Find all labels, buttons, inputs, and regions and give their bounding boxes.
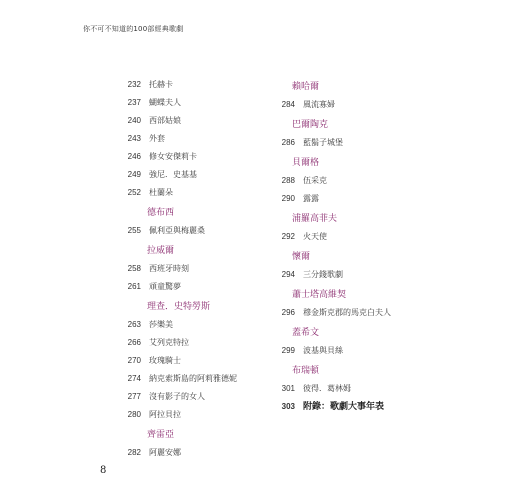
toc-title: 火天使	[303, 232, 327, 241]
toc-title: 莎樂美	[149, 320, 173, 329]
toc-page-number: 280	[127, 410, 141, 419]
toc-page-number: 294	[281, 270, 295, 279]
toc-page-number: 299	[281, 346, 295, 355]
toc-page-number: 282	[127, 448, 141, 457]
toc-title: 西班牙時刻	[149, 264, 189, 273]
toc-entry[interactable]	[114, 388, 284, 406]
toc-title: 三分錢歌劇	[303, 270, 343, 279]
toc-entry[interactable]	[114, 370, 284, 388]
toc-page-number: 274	[127, 374, 141, 383]
toc-entry[interactable]	[268, 172, 438, 190]
toc-page-number: 296	[281, 308, 295, 317]
toc-page-number: 277	[127, 392, 141, 401]
running-head: 你不可不知道的100部經典歌劇	[83, 25, 184, 33]
toc-page-number: 286	[281, 138, 295, 147]
toc-entry[interactable]	[268, 380, 438, 398]
toc-page-number: 252	[127, 188, 141, 197]
toc-title: 沒有影子的女人	[149, 392, 205, 401]
composer-heading: 德布西	[147, 208, 175, 218]
toc-title: 艾列克特拉	[149, 338, 189, 347]
toc-title: 附錄：歌劇大事年表	[303, 402, 385, 412]
toc-page-number: 266	[127, 338, 141, 347]
toc-title: 修女安傑莉卡	[149, 152, 197, 161]
toc-title: 阿拉貝拉	[149, 410, 181, 419]
toc-page-number: 261	[127, 282, 141, 291]
toc-page-number: 290	[281, 194, 295, 203]
toc-entry[interactable]	[114, 278, 284, 296]
toc-entry[interactable]	[114, 316, 284, 334]
toc-entry[interactable]	[114, 352, 284, 370]
toc-page-number: 301	[281, 384, 295, 393]
toc-page-number: 258	[127, 264, 141, 273]
toc-title: 強尼．史基基	[149, 170, 197, 179]
toc-title: 藍鬍子城堡	[303, 138, 343, 147]
toc-page-number: 240	[127, 116, 141, 125]
composer-heading: 蓋希文	[292, 328, 320, 338]
toc-title: 彼得．葛林姆	[303, 384, 351, 393]
toc-title: 波基與貝絲	[303, 346, 343, 355]
toc-title: 蝴蝶夫人	[149, 98, 181, 107]
toc-title: 玫瑰騎士	[149, 356, 181, 365]
composer-heading: 齊雷亞	[147, 430, 175, 440]
toc-title: 風流寡婦	[303, 100, 335, 109]
toc-entry[interactable]	[268, 342, 438, 360]
composer-heading: 賴哈爾	[292, 82, 320, 92]
toc-title: 頑童驚夢	[149, 282, 181, 291]
toc-column-right	[268, 76, 438, 416]
toc-entry[interactable]	[114, 334, 284, 352]
toc-entry[interactable]	[114, 260, 284, 278]
toc-entry[interactable]	[114, 222, 284, 240]
toc-column-left	[114, 76, 284, 462]
toc-entry[interactable]	[268, 398, 438, 416]
toc-page-number: 263	[127, 320, 141, 329]
toc-page-number: 284	[281, 100, 295, 109]
toc-page-number: 232	[127, 80, 141, 89]
composer-heading: 理查．史特勞斯	[147, 302, 211, 312]
toc-title: 穆金斯克郡的馬克白夫人	[303, 308, 391, 317]
toc-page-number: 237	[127, 98, 141, 107]
toc-page-number: 270	[127, 356, 141, 365]
composer-heading: 拉威爾	[147, 246, 175, 256]
toc-entry[interactable]	[114, 76, 284, 94]
toc-entry[interactable]	[114, 130, 284, 148]
composer-heading: 布瑞頓	[292, 366, 320, 376]
composer-heading: 懷爾	[292, 252, 311, 262]
toc-entry[interactable]	[114, 148, 284, 166]
toc-title: 杜蘭朵	[149, 188, 173, 197]
toc-page-number: 292	[281, 232, 295, 241]
composer-heading: 浦羅高菲夫	[292, 214, 338, 224]
toc-entry[interactable]	[114, 184, 284, 202]
toc-title: 伍采克	[303, 176, 327, 185]
toc-entry[interactable]	[114, 444, 284, 462]
toc-entry[interactable]	[114, 112, 284, 130]
toc-title: 西部姑娘	[149, 116, 181, 125]
toc-title: 露露	[303, 194, 319, 203]
toc-entry[interactable]	[114, 406, 284, 424]
toc-title: 納克索斯島的阿莉雅德妮	[149, 374, 237, 383]
toc-entry[interactable]	[268, 304, 438, 322]
toc-title: 托赫卡	[149, 80, 173, 89]
toc-entry[interactable]	[268, 228, 438, 246]
toc-entry[interactable]	[268, 190, 438, 208]
toc-page-number: 249	[127, 170, 141, 179]
page-number: 8	[100, 465, 107, 476]
toc-entry[interactable]	[268, 266, 438, 284]
toc-page-number: 255	[127, 226, 141, 235]
toc-entry[interactable]	[114, 166, 284, 184]
toc-page-number: 246	[127, 152, 141, 161]
toc-page-number: 303	[281, 402, 295, 411]
toc-title: 阿麗安娜	[149, 448, 181, 457]
toc-entry[interactable]	[268, 96, 438, 114]
toc-page-number: 243	[127, 134, 141, 143]
toc-entry[interactable]	[268, 134, 438, 152]
toc-entry[interactable]	[114, 94, 284, 112]
toc-title: 外套	[149, 134, 165, 143]
toc-page-number: 288	[281, 176, 295, 185]
composer-heading: 巴爾陶克	[292, 120, 329, 130]
composer-heading: 貝爾格	[292, 158, 320, 168]
toc-title: 佩利亞與梅麗桑	[149, 226, 205, 235]
composer-heading: 蕭士塔高維契	[292, 290, 347, 300]
